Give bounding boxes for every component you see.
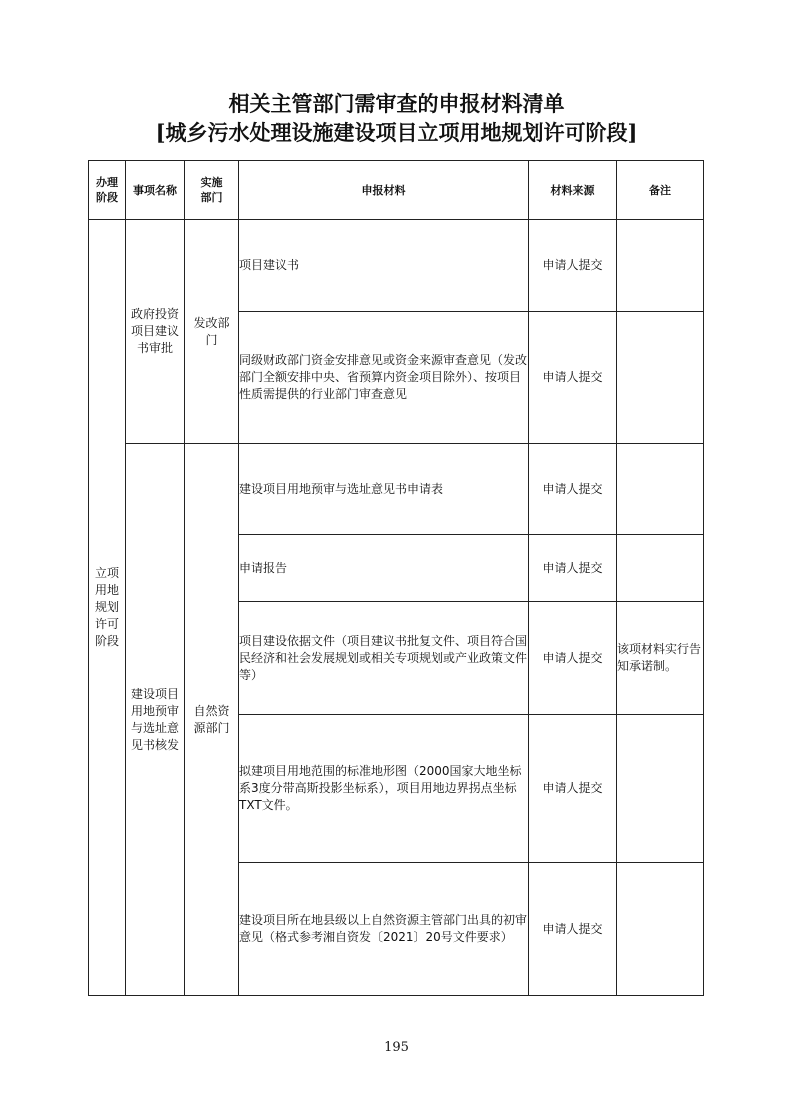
source-cell: 申请人提交 [529,220,617,312]
note-cell [617,312,704,444]
header-material: 申报材料 [239,161,529,220]
material-cell: 拟建项目用地范围的标准地形图（2000国家大地坐标系3度分带高斯投影坐标系），项目用地边界拐点坐标TXT文件。 [239,715,529,863]
header-source: 材料来源 [529,161,617,220]
page-number: 195 [384,1040,409,1055]
table-row [89,220,704,312]
note-cell [617,535,704,602]
note-cell: 该项材料实行告知承诺制。 [617,602,704,715]
material-cell: 建设项目所在地县级以上自然资源主管部门出具的初审意见（格式参考湘自资发〔2021〕20号文件要求） [239,863,529,996]
material-cell: 建设项目用地预审与选址意见书申请表 [239,444,529,535]
item-cell: 政府投资项目建议书审批 [126,220,185,444]
header-item: 事项名称 [126,161,185,220]
item-cell: 建设项目用地预审与选址意见书核发 [126,444,185,996]
dept-cell: 自然资源部门 [185,444,239,996]
source-cell: 申请人提交 [529,715,617,863]
material-cell: 申请报告 [239,535,529,602]
table-header-row [89,161,704,220]
note-cell [617,444,704,535]
material-cell: 项目建议书 [239,220,529,312]
stage-cell: 立项用地规划许可阶段 [89,220,126,996]
dept-cell: 发改部门 [185,220,239,444]
material-cell: 项目建设依据文件（项目建议书批复文件、项目符合国民经济和社会发展规划或相关专项规划或产业政策文件等） [239,602,529,715]
header-note: 备注 [617,161,704,220]
source-cell: 申请人提交 [529,312,617,444]
document-title-line-2: [城乡污水处理设施建设项目立项用地规划许可阶段] [155,120,638,145]
header-stage: 办理阶段 [89,161,126,220]
material-cell: 同级财政部门资金安排意见或资金来源审查意见（发改部门全额安排中央、省预算内资金项目除外）、按项目性质需提供的行业部门审查意见 [239,312,529,444]
document-title-line-1: 相关主管部门需审查的申报材料清单 [228,91,565,116]
note-cell [617,863,704,996]
note-cell [617,715,704,863]
note-cell [617,220,704,312]
source-cell: 申请人提交 [529,444,617,535]
header-dept: 实施部门 [185,161,239,220]
source-cell: 申请人提交 [529,535,617,602]
table-row [89,444,704,535]
source-cell: 申请人提交 [529,863,617,996]
materials-table [88,160,704,996]
source-cell: 申请人提交 [529,602,617,715]
